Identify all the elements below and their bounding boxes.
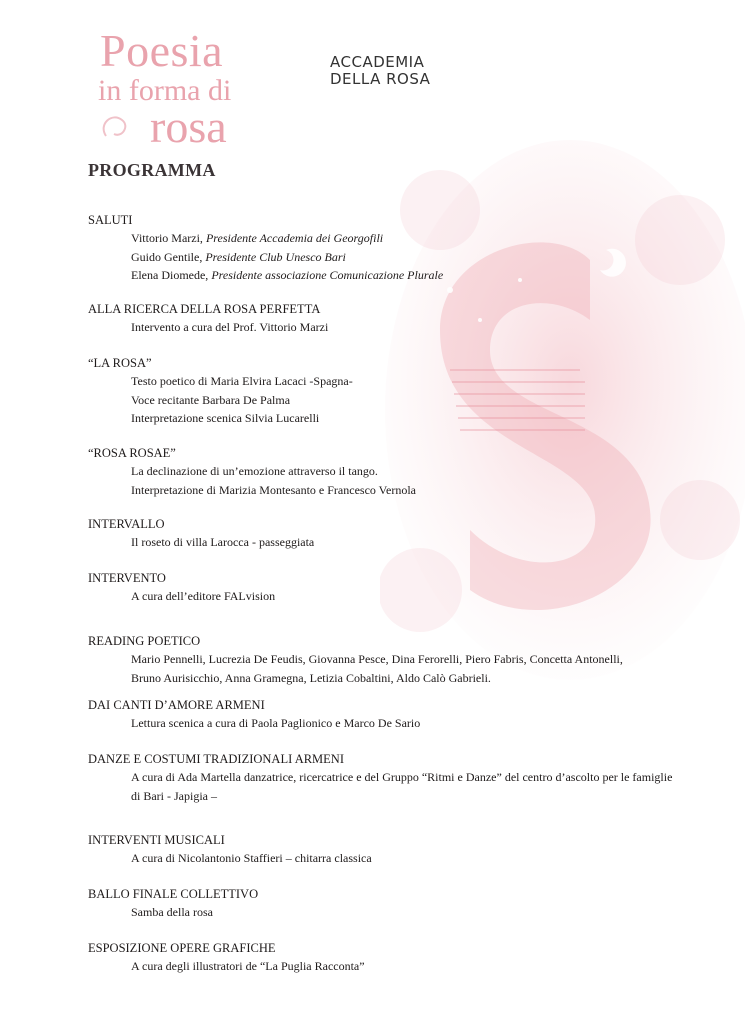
line-text: A cura di Nicolantonio Staffieri – chitarra classica bbox=[131, 851, 372, 865]
section-line bbox=[131, 462, 738, 481]
program-section bbox=[88, 211, 738, 285]
section-title: READING POETICO bbox=[88, 634, 201, 648]
section-title: “LA ROSA” bbox=[88, 356, 152, 370]
section-line bbox=[131, 768, 738, 787]
section-title: DANZE E COSTUMI TRADIZIONALI ARMENI bbox=[88, 752, 344, 766]
line-role: Presidente Accademia dei Georgofili bbox=[205, 231, 384, 245]
section-lines bbox=[88, 533, 738, 552]
line-text: Mario Pennelli, Lucrezia De Feudis, Giovanna Pesce, Dina Ferorelli, Piero Fabris, Concetta Antonelli, bbox=[131, 652, 623, 666]
section-line bbox=[131, 714, 738, 733]
section-title: “ROSA ROSAE” bbox=[88, 446, 176, 460]
program-section bbox=[88, 939, 738, 976]
section-lines bbox=[88, 849, 738, 868]
section-title: SALUTI bbox=[88, 213, 133, 227]
section-line bbox=[131, 229, 738, 248]
section-title: BALLO FINALE COLLETTIVO bbox=[88, 887, 259, 901]
section-title: INTERVENTO bbox=[88, 571, 166, 585]
line-text: di Bari - Japigia – bbox=[131, 788, 217, 803]
section-line bbox=[131, 318, 738, 337]
section-lines bbox=[88, 229, 738, 285]
section-lines bbox=[88, 957, 738, 976]
line-role: Presidente Club Unesco Bari bbox=[205, 249, 346, 264]
logo-line-1: Poesia bbox=[100, 25, 224, 76]
section-lines bbox=[88, 768, 738, 805]
accademia-line-2: DELLA ROSA bbox=[330, 70, 431, 88]
section-line bbox=[131, 903, 738, 922]
section-line bbox=[131, 650, 738, 669]
line-text: La declinazione di un’emozione attraverso il tango. bbox=[131, 464, 378, 478]
section-line bbox=[131, 409, 738, 428]
section-line bbox=[131, 587, 738, 606]
line-text: Vittorio Marzi, bbox=[131, 231, 206, 245]
section-line bbox=[131, 391, 738, 410]
line-text: Interpretazione scenica Silvia Lucarelli bbox=[131, 411, 320, 425]
section-line bbox=[131, 248, 738, 267]
program-section bbox=[88, 300, 738, 337]
section-lines bbox=[88, 714, 738, 733]
section-title: INTERVENTI MUSICALI bbox=[88, 833, 225, 847]
section-line bbox=[131, 266, 738, 285]
section-line bbox=[131, 957, 738, 976]
section-line bbox=[131, 372, 738, 391]
line-text: Il roseto di villa Larocca - passeggiata bbox=[131, 535, 315, 549]
line-text: A cura di Ada Martella danzatrice, ricercatrice e del Gruppo “Ritmi e Danze” del centro d’ascolto per le famiglie bbox=[131, 770, 673, 784]
accademia-line-1: ACCADEMIA bbox=[330, 53, 425, 71]
accademia-logo bbox=[330, 54, 430, 88]
line-text: Voce recitante Barbara De Palma bbox=[131, 392, 291, 407]
page-title: PROGRAMMA bbox=[88, 160, 216, 180]
line-text: Lettura scenica a cura di Paola Paglionico e Marco De Sario bbox=[131, 716, 421, 730]
program-section bbox=[88, 750, 738, 805]
line-text: Bruno Aurisicchio, Anna Gramegna, Letizia Cobaltini, Aldo Calò Gabrieli. bbox=[131, 670, 491, 685]
program-section bbox=[88, 696, 738, 733]
line-text: A cura degli illustratori de “La Puglia Racconta” bbox=[131, 959, 365, 973]
line-text: A cura dell’editore FALvision bbox=[131, 589, 276, 603]
program-section bbox=[88, 515, 738, 552]
line-text: Interpretazione di Marizia Montesanto e Francesco Vernola bbox=[131, 482, 416, 497]
section-title: INTERVALLO bbox=[88, 517, 165, 531]
line-text: Samba della rosa bbox=[131, 905, 213, 919]
section-line bbox=[131, 533, 738, 552]
poesia-logo bbox=[96, 24, 266, 152]
section-line bbox=[131, 481, 738, 500]
logo-line-2: in forma di bbox=[98, 74, 232, 107]
program-section bbox=[88, 885, 738, 922]
section-lines bbox=[88, 318, 738, 337]
line-text: Testo poetico di Maria Elvira Lacaci -Spagna- bbox=[131, 374, 353, 388]
section-line bbox=[131, 849, 738, 868]
line-role: Presidente associazione Comunicazione Plurale bbox=[211, 268, 444, 282]
section-lines bbox=[88, 650, 738, 687]
program-section bbox=[88, 632, 738, 687]
section-lines bbox=[88, 587, 738, 606]
line-text: Elena Diomede, bbox=[131, 268, 212, 282]
section-line bbox=[131, 787, 738, 806]
program-section bbox=[88, 354, 738, 428]
section-lines bbox=[88, 903, 738, 922]
program-section bbox=[88, 444, 738, 499]
line-text: Intervento a cura del Prof. Vittorio Marzi bbox=[131, 320, 329, 334]
section-line bbox=[131, 669, 738, 688]
program-section bbox=[88, 569, 738, 606]
program-section bbox=[88, 831, 738, 868]
line-text: Guido Gentile, bbox=[131, 249, 206, 264]
section-title: ALLA RICERCA DELLA ROSA PERFETTA bbox=[88, 302, 321, 316]
section-title: DAI CANTI D’AMORE ARMENI bbox=[88, 698, 265, 712]
section-lines bbox=[88, 462, 738, 499]
section-lines bbox=[88, 372, 738, 428]
logo-line-3: rosa bbox=[150, 101, 227, 152]
section-title: ESPOSIZIONE OPERE GRAFICHE bbox=[88, 941, 276, 955]
